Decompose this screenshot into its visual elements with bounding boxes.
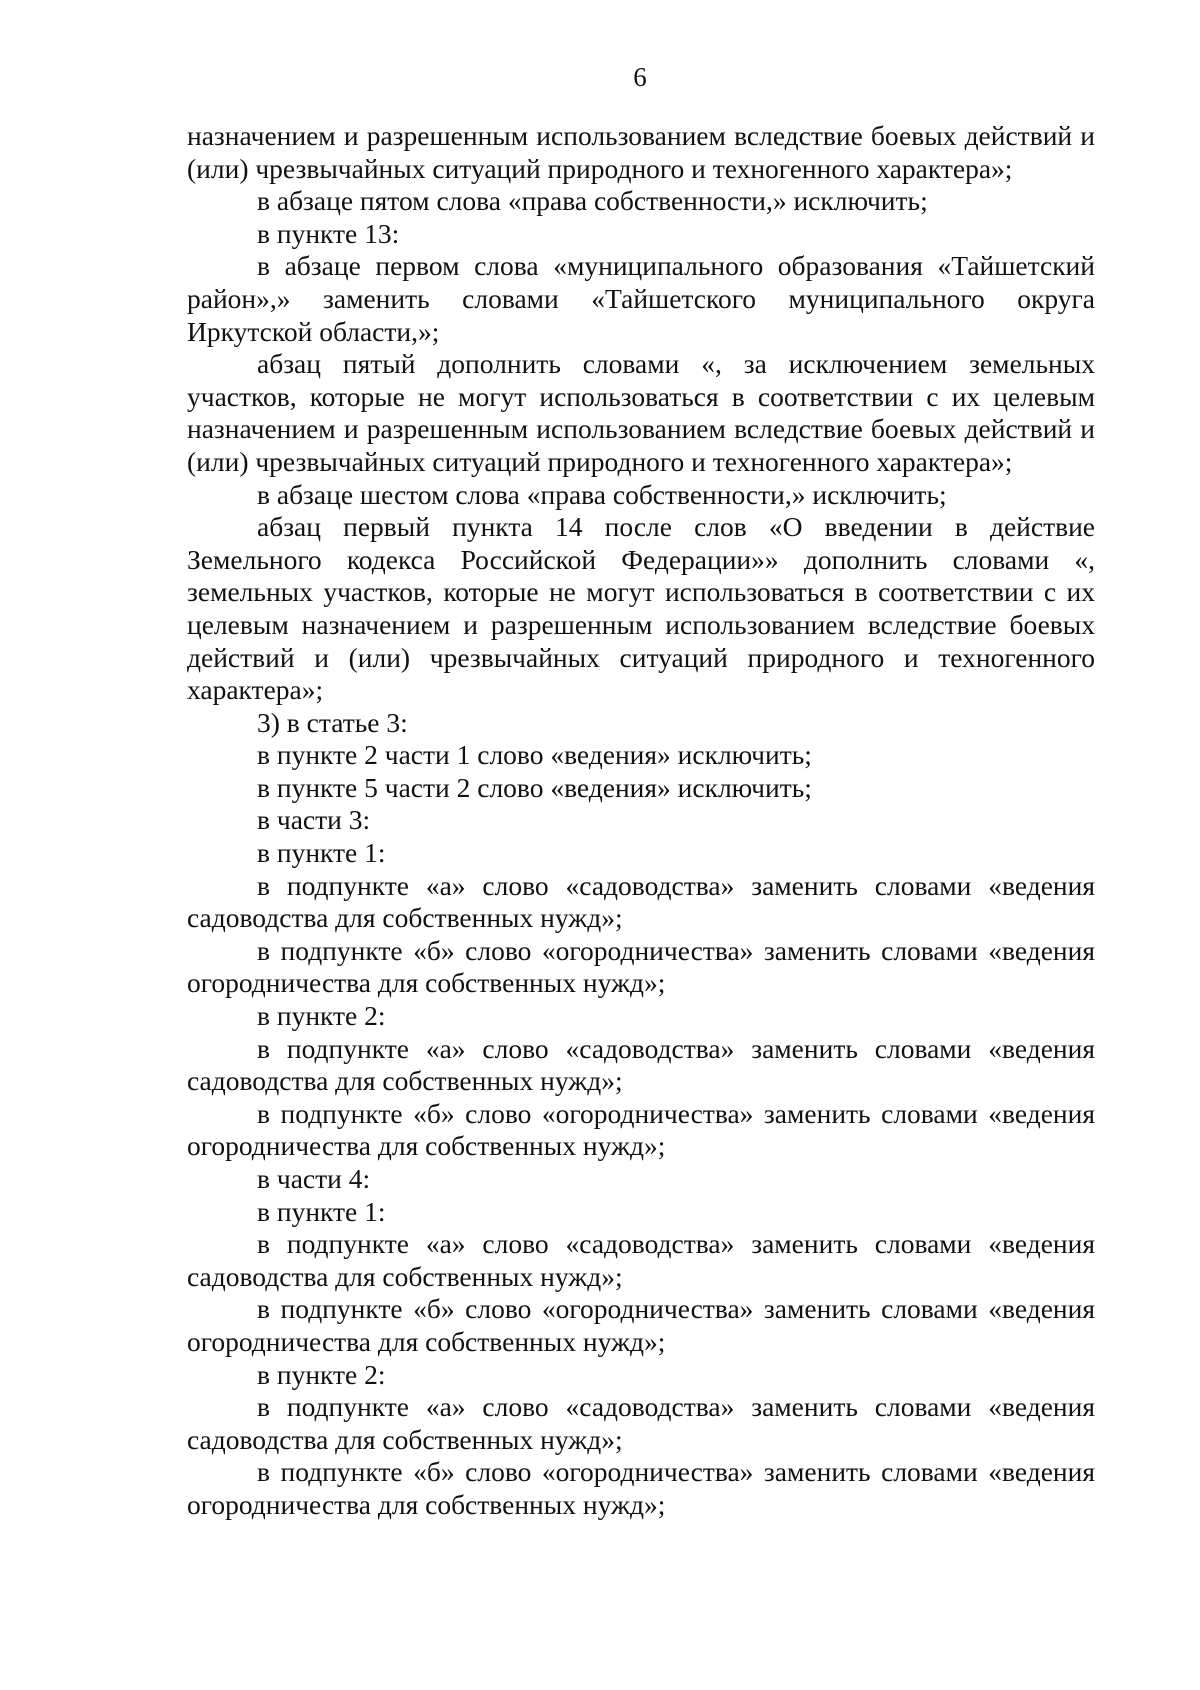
paragraph: в подпункте «б» слово «огородничества» заменить словами «ведения огородничества для собственных нужд»; xyxy=(187,1456,1095,1520)
paragraph: в пункте 5 части 2 слово «ведения» исключить; xyxy=(257,771,812,803)
paragraph: абзац пятый дополнить словами «, за исключением земельных участков, которые не могут использоваться в соответствии с их целевым назначением и разрешенным использованием вследствие боевых действий и (или) чрезвычайных ситуаций природного и техногенного характера»; xyxy=(187,348,1095,477)
paragraph: в абзаце шестом слова «права собственности,» исключить; xyxy=(257,478,947,510)
paragraph: в пункте 13: xyxy=(257,217,400,249)
paragraph: в подпункте «а» слово «садоводства» заменить словами «ведения садоводства для собственных нужд»; xyxy=(187,1391,1095,1455)
paragraph: в пункте 2 части 1 слово «ведения» исключить; xyxy=(257,739,812,771)
paragraph: в подпункте «а» слово «садоводства» заменить словами «ведения садоводства для собственных нужд»; xyxy=(187,869,1095,934)
paragraph: в пункте 1: xyxy=(257,1195,386,1227)
paragraph: в подпункте «б» слово «огородничества» заменить словами «ведения огородничества для собственных нужд»; xyxy=(187,934,1095,999)
paragraph: в пункте 2: xyxy=(257,1000,386,1032)
paragraph: в подпункте «б» слово «огородничества» заменить словами «ведения огородничества для собственных нужд»; xyxy=(187,1097,1095,1162)
paragraph: в пункте 2: xyxy=(257,1358,386,1390)
document-body xyxy=(187,120,1095,1522)
paragraph: назначением и разрешенным использованием вследствие боевых действий и (или) чрезвычайных ситуаций природного и техногенного характера»; xyxy=(187,120,1095,184)
page-number: 6 xyxy=(633,62,647,92)
paragraph: в части 3: xyxy=(257,804,371,836)
paragraph: в абзаце первом слова «муниципального образования «Тайшетский район»,» заменить словами «Тайшетского муниципального округа Иркутской области,»; xyxy=(187,250,1095,347)
paragraph: в подпункте «б» слово «огородничества» заменить словами «ведения огородничества для собственных нужд»; xyxy=(187,1293,1095,1357)
paragraph: в пункте 1: xyxy=(257,837,386,869)
paragraph: в подпункте «а» слово «садоводства» заменить словами «ведения садоводства для собственных нужд»; xyxy=(187,1032,1095,1097)
paragraph: в подпункте «а» слово «садоводства» заменить словами «ведения садоводства для собственных нужд»; xyxy=(187,1228,1095,1292)
paragraph: в абзаце пятом слова «права собственности,» исключить; xyxy=(257,185,928,217)
paragraph: в части 4: xyxy=(257,1163,371,1194)
paragraph: 3) в статье 3: xyxy=(257,706,408,738)
paragraph: абзац первый пункта 14 после слов «О введении в действие Земельного кодекса Российской Федерации»» дополнить словами «, земельных участков, которые не могут использоваться в соответствии с их целевым назначением и разрешенным использованием вследствие боевых действий и (или) чрезвычайных ситуаций природного и техногенного характера»; xyxy=(187,511,1095,706)
